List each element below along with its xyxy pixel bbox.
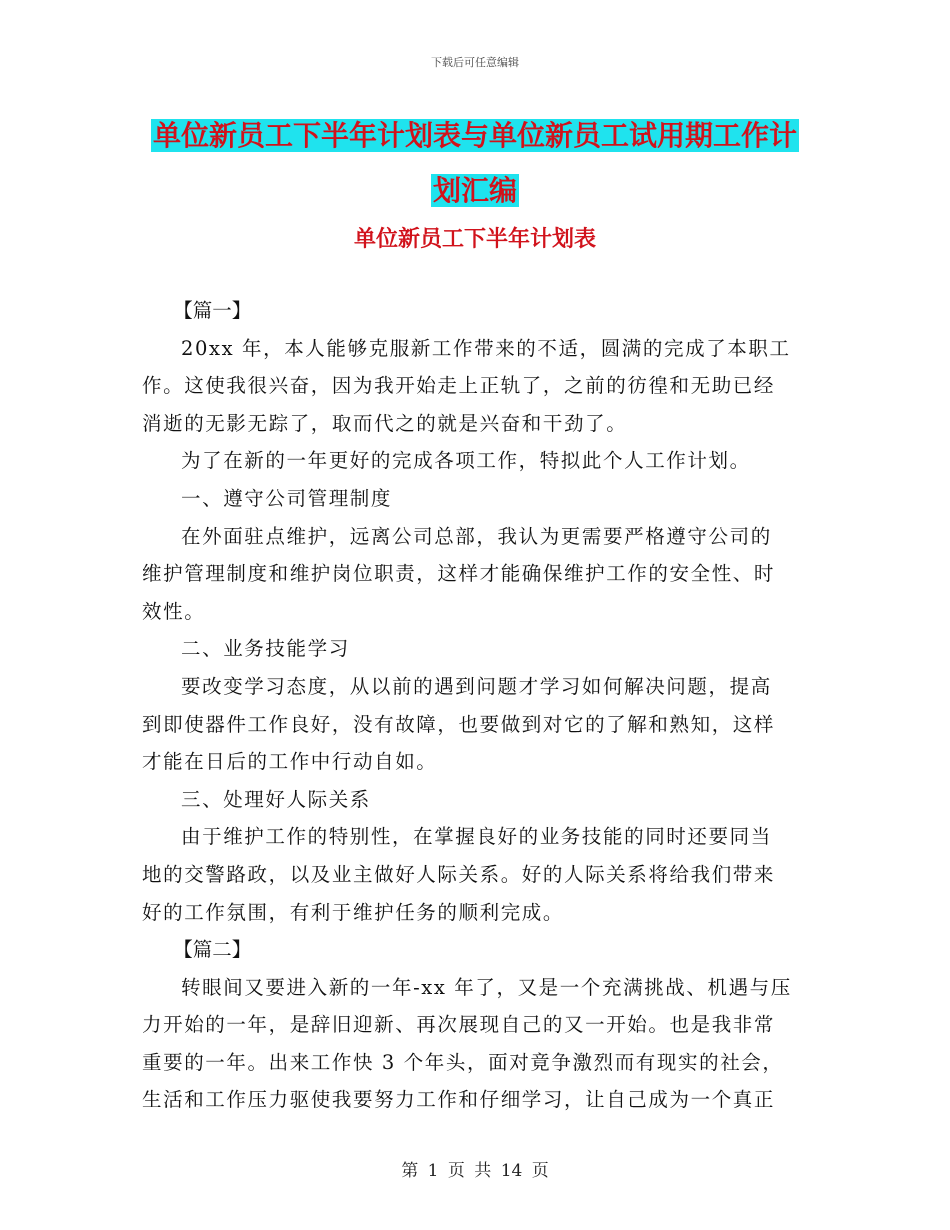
paragraph: 20xx 年，本人能够克服新工作带来的不适，圆满的完成了本职工 作。这使我很兴奋，因为我开始走上正轨了，之前的彷徨和无助已经 消逝的无影无踪了，取而代之的就是兴奋和干劲了。 <box>142 336 791 435</box>
subheading: 三、处理好人际关系 <box>181 787 371 811</box>
header-note: 下载后可任意编辑 <box>431 56 519 69</box>
document-title-line-2: 划汇编 <box>432 174 517 207</box>
document-title <box>0 108 950 218</box>
paragraph: 要改变学习态度，从以前的遇到问题才学习如何解决问题，提高 到即使器件工作良好，没有故障，也要做到对它的了解和熟知，这样 才能在日后的工作中行动自如。 <box>142 674 776 774</box>
paragraph: 为了在新的一年更好的完成各项工作，特拟此个人工作计划。 <box>181 449 751 473</box>
paragraph: 转眼间又要进入新的一年-xx 年了，又是一个充满挑战、机遇与压 力开始的一年，是辞旧迎新、再次展现自己的又一开始。也是我非常 重要的一年。出来工作快 3 个年头，面对竟争激烈而有现实的社会， 生活和工作压力驱使我要努力工作和仔细学习，让自己成为一个真正 <box>142 975 792 1112</box>
section-title: 单位新员工下半年计划表 <box>353 226 596 252</box>
page-footer: 第 1 页 共 14 页 <box>401 1161 549 1181</box>
document-body <box>142 292 802 1119</box>
section-marker-part-two: 【篇二】 <box>173 938 252 962</box>
section-marker-part-one: 【篇一】 <box>173 299 252 322</box>
subheading: 二、业务技能学习 <box>181 637 350 661</box>
document-title-line-1: 单位新员工下半年计划表与单位新员工试用期工作计 <box>152 119 797 152</box>
subheading: 一、遵守公司管理制度 <box>181 486 393 510</box>
paragraph: 由于维护工作的特别性，在掌握良好的业务技能的同时还要同当 地的交警路政，以及业主做好人际关系。好的人际关系将给我们带来 好的工作氛围，有利于维护任务的顺利完成。 <box>142 825 776 924</box>
paragraph: 在外面驻点维护，远离公司总部，我认为更需要严格遵守公司的 维护管理制度和维护岗位职责，这样才能确保维护工作的安全性、时 效性。 <box>142 524 776 623</box>
